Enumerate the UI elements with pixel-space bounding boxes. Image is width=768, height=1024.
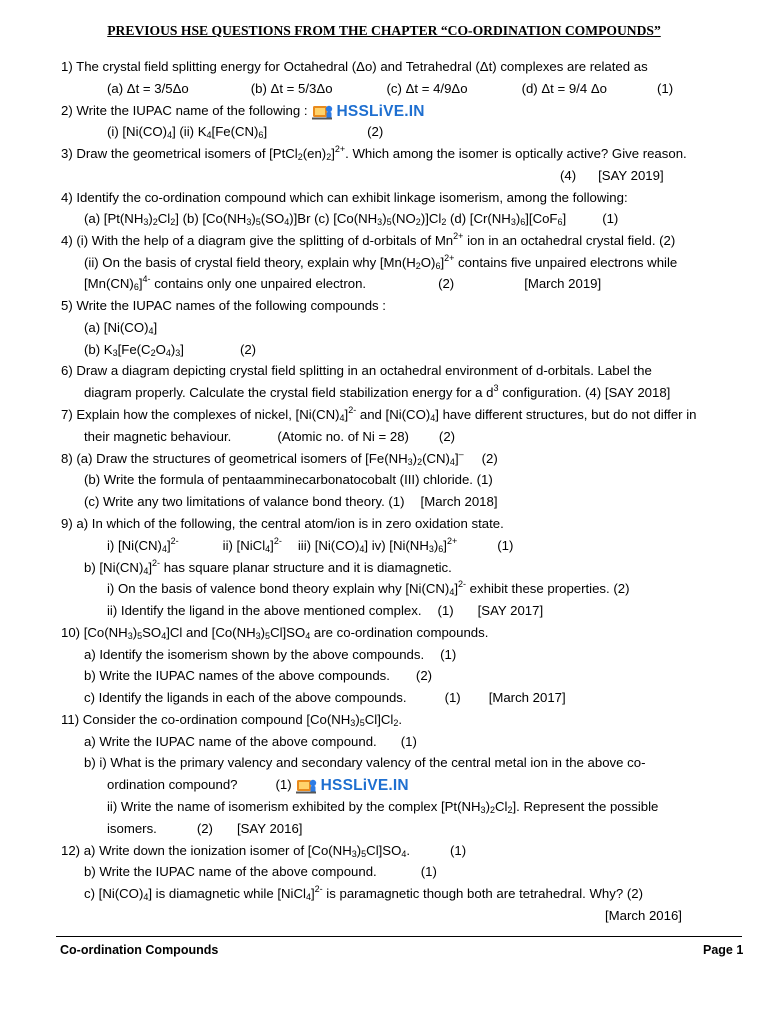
line-text: ordination compound? xyxy=(107,777,238,792)
line-text: ) xyxy=(148,211,153,226)
subscript: 6 xyxy=(133,282,139,292)
line-text: Cl xyxy=(494,799,508,814)
line-text: ] iv) [Ni(NH xyxy=(364,538,429,553)
question-line xyxy=(84,644,456,666)
line-text: 11) Consider the co-ordination compound [Co(NH xyxy=(61,712,351,727)
line-text: (1) xyxy=(440,647,457,662)
subscript: 6 xyxy=(557,217,563,227)
line-text: ][CoF xyxy=(525,211,558,226)
footer-divider xyxy=(56,936,742,937)
logo-icon xyxy=(312,103,334,121)
line-text: ion in an octahedral crystal field. (2) xyxy=(463,233,676,248)
subscript: 5 xyxy=(137,631,143,641)
line-text: [SAY 2017] xyxy=(477,603,544,618)
superscript: 2+ xyxy=(453,231,464,241)
line-text: a) Identify the isomerism shown by the above compounds. xyxy=(84,647,425,662)
line-text: (1) xyxy=(437,603,454,618)
line-text: 4) (i) With the help of a diagram give the splitting of d-orbitals of Mn xyxy=(61,233,454,248)
line-text: (2) xyxy=(239,342,257,357)
question-line xyxy=(84,687,566,709)
line-text: . xyxy=(398,712,402,727)
superscript: 2- xyxy=(273,536,282,546)
line-text: ] xyxy=(344,407,349,422)
subscript: 2 xyxy=(170,217,176,227)
subscript: 6 xyxy=(438,544,444,554)
question-line xyxy=(84,752,645,774)
line-text: ] have different structures, but do not differ in xyxy=(435,407,697,422)
line-text: their magnetic behaviour. xyxy=(84,429,232,444)
subscript: 4 xyxy=(305,631,311,641)
line-text: isomers. xyxy=(107,821,157,836)
subscript: 5 xyxy=(359,718,365,728)
question-line xyxy=(61,230,675,252)
line-text: ii) Write the name of isomerism exhibited by the complex [Pt(NH xyxy=(107,799,481,814)
line-text: Cl xyxy=(157,211,171,226)
superscript: 2- xyxy=(348,405,357,415)
subscript: 3 xyxy=(377,217,383,227)
subscript: 3 xyxy=(351,849,357,859)
subscript: 4 xyxy=(167,130,173,140)
line-text: [Fe(C xyxy=(117,342,151,357)
subscript: 4 xyxy=(284,217,290,227)
line-text: 7) Explain how the complexes of nickel, [Ni(CN) xyxy=(61,407,340,422)
line-text: ii) Identify the ligand in the above mentioned complex. xyxy=(107,603,422,618)
line-text: [March 2019] xyxy=(524,276,602,291)
line-text: ) xyxy=(433,538,439,553)
subscript: 3 xyxy=(127,631,133,641)
hsslive-logo xyxy=(296,775,409,797)
question-line xyxy=(84,339,256,361)
question-line xyxy=(605,905,682,927)
superscript: 2+ xyxy=(334,144,346,154)
line-text: )]Br (c) [Co(NH xyxy=(289,211,378,226)
subscript: 5 xyxy=(255,217,261,227)
line-text: (i) [Ni(CO) xyxy=(107,124,168,139)
line-text: (2) xyxy=(367,124,384,139)
line-text: 6) Draw a diagram depicting crystal field splitting in an octahedral environment of d-orbitals. Label the xyxy=(61,363,652,378)
subscript: 2 xyxy=(415,217,421,227)
line-text: . xyxy=(406,843,411,858)
subscript: 4 xyxy=(305,892,311,902)
question-line xyxy=(61,622,488,644)
line-text: [March 2018] xyxy=(420,494,498,509)
line-text: (b) K xyxy=(84,342,113,357)
line-text: 10) [Co(NH xyxy=(61,625,128,640)
line-text: (1) xyxy=(497,538,514,553)
line-text: (a) [Ni(CO) xyxy=(84,320,149,335)
superscript: 2- xyxy=(458,579,467,589)
question-line xyxy=(107,121,383,143)
line-text: contains only one unpaired electron. xyxy=(150,276,367,291)
line-text: ] xyxy=(138,276,143,291)
question-line xyxy=(560,165,664,187)
line-text: i) On the basis of valence bond theory explain why [Ni(CN) xyxy=(107,581,450,596)
question-line xyxy=(61,709,402,731)
line-text: )]Cl xyxy=(420,211,442,226)
page-title: PREVIOUS HSE QUESTIONS FROM THE CHAPTER “CO-ORDINATION COMPOUNDS” xyxy=(107,23,661,38)
subscript: 3 xyxy=(428,544,434,554)
logo-text: HSSLiVE.IN xyxy=(336,102,425,120)
line-text: has square planar structure and it is diamagnetic. xyxy=(160,560,452,575)
question-line xyxy=(61,448,498,470)
line-text: b) [Ni(CN) xyxy=(84,560,144,575)
line-text: is paramagnetic though both are tetrahedral. Why? (2) xyxy=(322,886,643,901)
subscript: 4 xyxy=(359,544,365,554)
line-text: ] xyxy=(454,451,459,466)
superscript: 2- xyxy=(314,884,323,894)
line-text: (1) xyxy=(444,690,461,705)
line-text: ii) [NiCl xyxy=(222,538,266,553)
line-text: diagram properly. Calculate the crystal field stabilization energy for a d xyxy=(84,385,494,400)
superscript: 4- xyxy=(142,274,151,284)
line-text: O xyxy=(155,342,166,357)
subscript: 3 xyxy=(175,348,181,358)
subscript: 6 xyxy=(435,261,441,271)
line-text: (en) xyxy=(302,146,327,161)
line-text: i) [Ni(CN) xyxy=(107,538,162,553)
line-text: O) xyxy=(420,255,436,270)
subscript: 4 xyxy=(339,413,345,423)
line-text: (2) xyxy=(481,451,498,466)
subscript: 4 xyxy=(401,849,407,859)
subscript: 2 xyxy=(489,805,495,815)
subscript: 2 xyxy=(393,718,399,728)
line-text: ] xyxy=(443,538,447,553)
line-text: (4) xyxy=(560,168,577,183)
line-text: [SAY 2019] xyxy=(598,168,664,183)
subscript: 4 xyxy=(165,348,171,358)
question-line xyxy=(61,187,628,209)
line-text: (c) Write any two limitations of valance bond theory. (1) xyxy=(84,494,405,509)
question-line xyxy=(84,491,498,513)
line-text: ) xyxy=(412,451,418,466)
line-text: ] xyxy=(153,320,158,335)
line-text: exhibit these properties. (2) xyxy=(466,581,630,596)
subscript: 2 xyxy=(326,152,332,162)
question-line xyxy=(84,382,670,404)
line-text: . Which among the isomer is optically active? Give reason. xyxy=(345,146,687,161)
line-text: (1) xyxy=(657,81,674,96)
question-line xyxy=(84,665,432,687)
subscript: 2 xyxy=(150,348,156,358)
line-text: ] xyxy=(148,560,153,575)
subscript: 4 xyxy=(148,326,154,336)
superscript: 2+ xyxy=(444,253,455,263)
line-text: [Mn(CN) xyxy=(84,276,134,291)
subscript: 4 xyxy=(143,566,149,576)
line-text: 1) The crystal field splitting energy for Octahedral (Δo) and Tetrahedral (Δt) complexes are related as xyxy=(61,59,648,74)
subscript: 2 xyxy=(152,217,158,227)
subscript: 4 xyxy=(206,130,212,140)
question-line xyxy=(61,56,648,78)
line-text: (ii) On the basis of crystal field theory, explain why [Mn(H xyxy=(84,255,416,270)
line-text: ]. Represent the possible xyxy=(512,799,659,814)
line-text: [March 2017] xyxy=(488,690,566,705)
subscript: 4 xyxy=(449,587,455,597)
question-line xyxy=(107,774,413,796)
subscript: 5 xyxy=(265,631,271,641)
line-text: Cl]SO xyxy=(366,843,402,858)
line-text: ] is diamagnetic while [NiCl xyxy=(148,886,306,901)
question-line xyxy=(107,796,658,818)
question-line xyxy=(84,731,417,753)
subscript: 4 xyxy=(430,413,436,423)
line-text: ) xyxy=(260,625,266,640)
superscript: 3 xyxy=(493,383,499,393)
subscript: 2 xyxy=(507,805,513,815)
line-text: ] xyxy=(562,211,567,226)
question-line xyxy=(84,883,643,905)
line-text: Cl]Cl xyxy=(364,712,394,727)
line-text: (1) xyxy=(275,777,292,792)
question-line xyxy=(61,360,652,382)
line-text: ) xyxy=(355,712,360,727)
line-text: (NO xyxy=(391,211,416,226)
line-text: b) i) What is the primary valency and secondary valency of the central metal ion in the above co- xyxy=(84,755,646,770)
line-text: SO xyxy=(142,625,162,640)
subscript: 3 xyxy=(350,718,356,728)
line-text: c) [Ni(CO) xyxy=(84,886,144,901)
subscript: 3 xyxy=(510,217,516,227)
hsslive-logo xyxy=(312,101,425,123)
line-text: 4) Identify the co-ordination compound which can exhibit linkage isomerism, among the following: xyxy=(61,190,628,205)
subscript: 4 xyxy=(143,892,149,902)
line-text: ] xyxy=(454,581,458,596)
line-text: (a) [Pt(NH xyxy=(84,211,144,226)
question-line xyxy=(107,578,629,600)
line-text: ]Cl and [Co(NH xyxy=(166,625,256,640)
line-text: (SO xyxy=(260,211,285,226)
line-text: ] (b) [Co(NH xyxy=(175,211,247,226)
line-text: ] xyxy=(180,342,184,357)
line-text: ] (ii) K xyxy=(172,124,207,139)
superscript: 2+ xyxy=(446,536,458,546)
line-text: (2) xyxy=(196,821,213,836)
question-line xyxy=(61,100,429,122)
line-text: configuration. (4) [SAY 2018] xyxy=(498,385,671,400)
subscript: 3 xyxy=(480,805,486,815)
line-text: 9) a) In which of the following, the central atom/ion is in zero oxidation state. xyxy=(61,516,504,531)
line-text: ) xyxy=(251,211,256,226)
line-text: (d) Δt = 9/4 Δo xyxy=(521,81,607,96)
superscript: 2- xyxy=(152,558,161,568)
subscript: 4 xyxy=(449,457,455,467)
line-text: 8) (a) Draw the structures of geometrical isomers of [Fe(NH xyxy=(61,451,408,466)
line-text: (b) Δt = 5/3Δo xyxy=(250,81,333,96)
question-line xyxy=(107,535,513,557)
line-text: c) Identify the ligands in each of the above compounds. xyxy=(84,690,407,705)
question-line xyxy=(61,840,466,862)
question-line xyxy=(84,208,618,230)
subscript: 3 xyxy=(407,457,413,467)
subscript: 4 xyxy=(161,544,167,554)
line-text: (a) Δt = 3/5Δo xyxy=(107,81,189,96)
subscript: 3 xyxy=(143,217,149,227)
line-text: 12) a) Write down the ionization isomer of [Co(NH xyxy=(61,843,352,858)
question-line xyxy=(84,861,437,883)
question-line xyxy=(84,557,452,579)
line-text: (CN) xyxy=(422,451,450,466)
question-line xyxy=(107,818,302,840)
line-text: 3) Draw the geometrical isomers of [PtCl xyxy=(61,146,298,161)
line-text: ) xyxy=(356,843,362,858)
logo-icon xyxy=(296,777,318,795)
line-text: (b) Write the formula of pentaamminecarbonatocobalt (III) chloride. (1) xyxy=(84,472,493,487)
subscript: 4 xyxy=(161,631,167,641)
superscript: 2- xyxy=(170,536,179,546)
subscript: 3 xyxy=(246,217,252,227)
line-text: ) xyxy=(132,625,138,640)
line-text: ] xyxy=(166,538,171,553)
subscript: 3 xyxy=(255,631,261,641)
line-text: (d) [Cr(NH xyxy=(446,211,511,226)
line-text: (2) xyxy=(438,429,456,444)
line-text: ] xyxy=(331,146,335,161)
subscript: 6 xyxy=(520,217,526,227)
question-line xyxy=(61,143,687,165)
question-line xyxy=(61,404,696,426)
line-text: (Atomic no. of Ni = 28) xyxy=(277,429,409,444)
question-line xyxy=(84,317,157,339)
line-text: (c) Δt = 4/9Δo xyxy=(386,81,468,96)
subscript: 2 xyxy=(297,152,303,162)
line-text: 2) Write the IUPAC name of the following : xyxy=(61,103,308,118)
footer-chapter-name: Co-ordination Compounds xyxy=(60,943,219,957)
line-text: (1) xyxy=(450,843,467,858)
line-text: [SAY 2016] xyxy=(236,821,303,836)
subscript: 3 xyxy=(112,348,118,358)
subscript: 4 xyxy=(265,544,271,554)
question-line xyxy=(84,469,493,491)
line-text: ] xyxy=(310,886,315,901)
line-text: contains five unpaired electrons while xyxy=(454,255,678,270)
question-line xyxy=(84,273,601,295)
line-text: ) xyxy=(515,211,521,226)
line-text: iii) [Ni(CO) xyxy=(297,538,360,553)
line-text: ] xyxy=(440,255,445,270)
question-line xyxy=(84,426,455,448)
question-line xyxy=(84,252,677,274)
line-text: 5) Write the IUPAC names of the following compounds : xyxy=(61,298,386,313)
subscript: 5 xyxy=(386,217,392,227)
footer-page-number: Page 1 xyxy=(703,943,744,957)
line-text: are co-ordination compounds. xyxy=(310,625,489,640)
subscript: 2 xyxy=(441,217,447,227)
line-text: ] xyxy=(263,124,268,139)
line-text: and [Ni(CO) xyxy=(356,407,431,422)
line-text: b) Write the IUPAC names of the above compounds. xyxy=(84,668,390,683)
line-text: (2) xyxy=(415,668,433,683)
line-text: Cl]SO xyxy=(270,625,306,640)
question-line xyxy=(107,78,673,100)
line-text: [March 2016] xyxy=(605,908,682,923)
line-text: (2) xyxy=(438,276,455,291)
question-line xyxy=(61,513,504,535)
line-text: (1) xyxy=(602,211,619,226)
logo-text: HSSLiVE.IN xyxy=(320,776,409,794)
line-text: ) xyxy=(382,211,387,226)
line-text: ] xyxy=(270,538,274,553)
subscript: 2 xyxy=(415,261,421,271)
line-text: [Fe(CN) xyxy=(211,124,259,139)
question-line xyxy=(61,295,386,317)
line-text: (1) xyxy=(420,864,437,879)
line-text: a) Write the IUPAC name of the above compound. xyxy=(84,734,377,749)
line-text: b) Write the IUPAC name of the above compound. xyxy=(84,864,377,879)
line-text: (1) xyxy=(400,734,417,749)
subscript: 5 xyxy=(361,849,367,859)
question-line xyxy=(107,600,543,622)
subscript: 2 xyxy=(417,457,423,467)
subscript: 6 xyxy=(258,130,264,140)
line-text: ) xyxy=(485,799,490,814)
superscript: – xyxy=(458,449,464,459)
line-text: ) xyxy=(170,342,176,357)
